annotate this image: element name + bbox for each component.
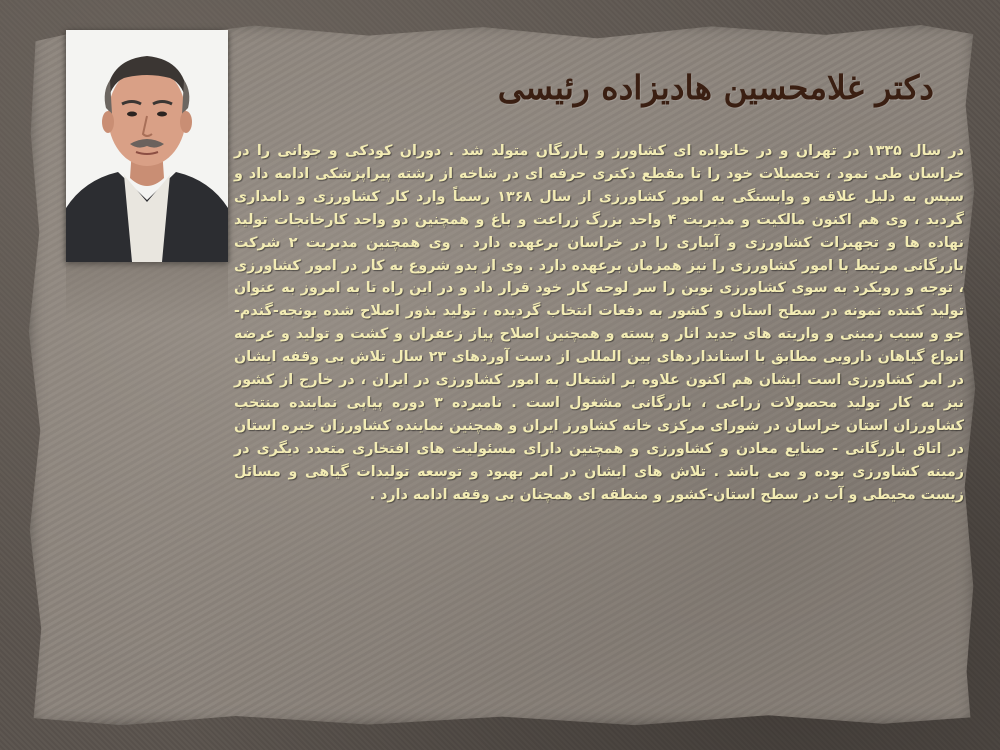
portrait-photo-icon xyxy=(66,30,228,262)
biography-text: در سال ۱۳۳۵ در تهران و در خانواده ای کشاورز و بازرگان متولد شد . دوران کودکی و جوانی را در خراسان طی نمود ، تحصیلات خود را تا مقطع دکتری حرفه ای در شاخه از رشته پیراپزشکی ادامه داد و سپس به دلیل علاقه و وابستگی به امور کشاورزی از سال ۱۳۶۸ رسماً وارد کار کشاورزی و دامداری گردید ، وی هم اکنون مالکیت و مدیریت ۴ واحد بزرگ زراعت و باغ و همچنین دو واحد کارخانجات تولید نهاده ها و تجهیزات کشاورزی و آبیاری را در خراسان برعهده دارد . وی همچنین مدیریت ۲ شرکت بازرگانی مرتبط با امور کشاورزی را نیز همزمان برعهده دارد . وی از بدو شروع به کار در امور کشاورزی ، توجه و رویکرد به سوی کشاورزی نوین را سر لوحه کار خود قرار داد و در این راه تا به امروز به عنوان تولید کننده نمونه در سطح استان و کشور به دفعات انتخاب گردیده ، تولید بذور اصلاح شده یونجه-گندم-جو و سیب زمینی و واریته های جدید انار و پسته و همچنین اصلاح پیاز زعفران و کشت و تولید و عرضه انواع گیاهان دارویی مطابق با استانداردهای بین المللی از دست آوردهای ۲۳ سال تلاش بی وقفه ایشان در امر کشاورزی است ایشان هم اکنون علاوه بر اشتغال به امور کشاورزی در ایران ، در خارج از کشور نیز به کار تولید محصولات زراعی ، بازرگانی مشغول است . نامبرده ۳ دوره پیاپی نماینده منتخب کشاورزان استان خراسان در شورای مرکزی خانه کشاورز ایران و همچنین نماینده کشاورزان خبره استان در اتاق بازرگانی - صنایع معادن و کشاورزی و همچنین دارای مسئولیت های افتخاری متعدد دیگری در زمینه کشاورزی بوده و می باشد . تلاش های ایشان در امر بهبود و توسعه تولیدات گیاهی و مسائل زیست محیطی و آب در سطح استان-کشور و منطقه ای همچنان بی وقفه ادامه دارد . xyxy=(234,143,964,503)
portrait-reflection xyxy=(66,262,228,322)
page-title: دکتر غلامحسین هادیزاده رئیسی xyxy=(497,68,934,107)
portrait-photo xyxy=(66,30,228,262)
